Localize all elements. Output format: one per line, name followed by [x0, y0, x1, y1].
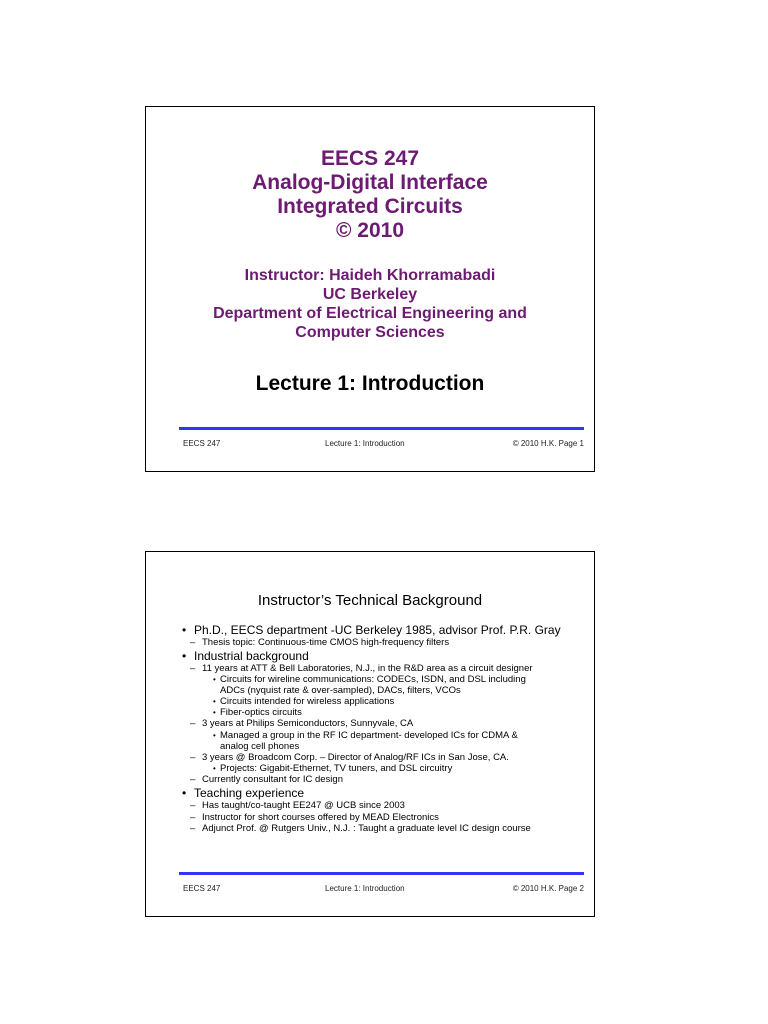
title-line: © 2010: [335, 219, 405, 242]
slide-2: [145, 551, 595, 917]
title-line: Analog-Digital Interface: [252, 171, 488, 194]
footer-course: EECS 247: [183, 884, 221, 893]
course-title: [146, 147, 594, 243]
footer-lecture: Lecture 1: Introduction: [325, 439, 405, 448]
sub-sub-item-continuation: analog cell phones: [220, 740, 300, 752]
sub-item: – Thesis topic: Continuous-time CMOS high-frequency filters: [190, 637, 450, 648]
footer-page: © 2010 H.K. Page 2: [512, 884, 584, 893]
footer-lecture: Lecture 1: Introduction: [325, 884, 405, 893]
sub-item: – 3 years @ Broadcom Corp. – Director of Analog/RF ICs in San Jose, CA.: [190, 751, 509, 763]
sub-sub-item-continuation: ADCs (nyquist rate & over-sampled), DACs, filters, VCOs: [220, 685, 461, 697]
bullet-item: • Industrial background: [182, 650, 586, 663]
sub-item: – Adjunct Prof. @ Rutgers Univ., N.J. : Taught a graduate level IC design course: [190, 823, 531, 835]
sub-sub-item: • Circuits for wireline communications: CODECs, ISDN, and DSL including: [213, 674, 526, 686]
lecture-title: Lecture 1: Introduction: [255, 372, 485, 395]
bullet-item: • Ph.D., EECS department -UC Berkeley 1985, advisor Prof. P.R. Gray: [182, 624, 586, 637]
subtitle-line: Instructor: Haideh Khorramabadi: [244, 267, 496, 284]
instructor-info: [146, 266, 594, 342]
sub-item: – Instructor for short courses offered by MEAD Electronics: [190, 811, 439, 823]
footer-divider: [179, 872, 584, 875]
footer-course: EECS 247: [183, 439, 221, 448]
sub-sub-item: • Circuits intended for wireless applications: [213, 696, 395, 708]
sub-item: – Currently consultant for IC design: [190, 774, 343, 786]
sub-sub-item: • Fiber-optics circuits: [213, 707, 302, 719]
sub-item: – 3 years at Philips Semiconductors, Sunnyvale, CA: [190, 718, 414, 730]
slide-1: [145, 106, 595, 472]
sub-sub-item: • Managed a group in the RF IC department- developed ICs for CDMA &: [213, 729, 518, 741]
title-line: EECS 247: [320, 147, 420, 170]
sub-item: – 11 years at ATT & Bell Laboratories, N.J., in the R&D area as a circuit designer: [190, 662, 533, 674]
subtitle-line: UC Berkeley: [322, 286, 418, 303]
footer-page: © 2010 H.K. Page 1: [512, 439, 584, 448]
title-line: Integrated Circuits: [277, 195, 463, 218]
slide-title: Instructor’s Technical Background: [257, 592, 483, 609]
subtitle-line: Department of Electrical Engineering and: [213, 305, 527, 322]
footer-divider: [179, 427, 584, 430]
subtitle-line: Computer Sciences: [295, 324, 445, 341]
bullet-item: • Teaching experience: [182, 787, 586, 800]
sub-sub-item: • Projects: Gigabit-Ethernet, TV tuners, and DSL circuitry: [213, 763, 453, 775]
sub-item: – Has taught/co-taught EE247 @ UCB since 2003: [190, 799, 405, 811]
bullet-list: [182, 623, 586, 835]
